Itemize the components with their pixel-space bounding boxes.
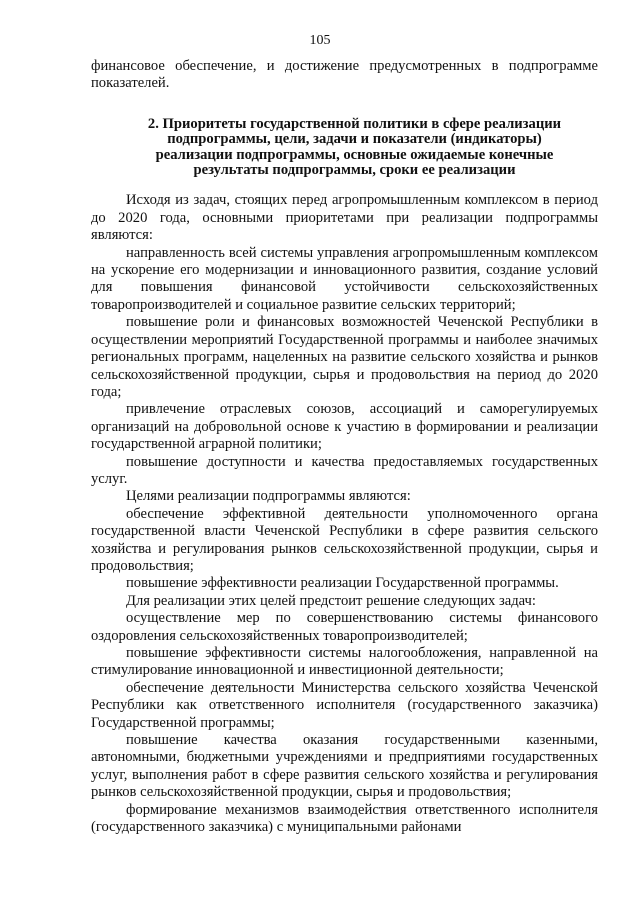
intro-paragraph: финансовое обеспечение, и достижение предусмотренных в подпрограмме показателей. xyxy=(91,58,598,92)
paragraph: осуществление мер по совершенствованию системы финансового оздоровления сельскохозяйственных товаропроизводителей; xyxy=(91,610,598,644)
paragraph: повышение качества оказания государственными казенными, автономными, бюджетными учреждениями и предприятиями государственных услуг, выполнения работ в сфере развития сельского хозяйства и регулирования рынков сельскохозяйственной продукции, сырья и продовольствия; xyxy=(91,732,598,801)
page-number: 105 xyxy=(309,33,331,48)
paragraph: Целями реализации подпрограммы являются: xyxy=(126,488,411,505)
paragraph: повышение эффективности реализации Государственной программы. xyxy=(126,575,559,592)
document-body xyxy=(91,58,598,836)
paragraph: привлечение отраслевых союзов, ассоциаций и саморегулируемых организаций на добровольной основе к участию в формировании и реализации государственной аграрной политики; xyxy=(91,401,598,453)
paragraph: направленность всей системы управления агропромышленным комплексом на ускорение его модернизации и инновационного развития, создание условий для повышения финансовой устойчивости сельскохозяйственных товаропроизводителей и социальное развитие сельских территорий; xyxy=(91,244,598,313)
section-heading-line: подпрограммы, цели, задачи и показатели (индикаторы) xyxy=(167,131,542,148)
paragraph: Исходя из задач, стоящих перед агропромышленным комплексом в период до 2020 года, основными приоритетами при реализации подпрограммы являются: xyxy=(91,192,598,244)
section-heading-line: результаты подпрограммы, сроки ее реализации xyxy=(193,162,516,179)
section-heading-line: реализации подпрограммы, основные ожидаемые конечные xyxy=(155,146,554,163)
paragraph: обеспечение деятельности Министерства сельского хозяйства Чеченской Республики как ответственного исполнителя (государственного заказчика) Государственной программы; xyxy=(91,679,598,731)
paragraph: формирование механизмов взаимодействия ответственного исполнителя (государственного заказчика) с муниципальными районами xyxy=(91,801,598,836)
paragraph: повышение эффективности системы налогообложения, направленной на стимулирование инновационной и инвестиционной деятельности; xyxy=(91,645,598,679)
paragraph: обеспечение эффективной деятельности уполномоченного органа государственной власти Чеченской Республики в сфере развития сельского хозяйства и регулирования рынков сельскохозяйственной продукции, сырья и продовольствия; xyxy=(91,505,598,574)
paragraph: Для реализации этих целей предстоит решение следующих задач: xyxy=(126,592,536,609)
paragraph: повышение роли и финансовых возможностей Чеченской Республики в осуществлении мероприятий Государственной программы и наиболее значимых региональных программ, нацеленных на развитие сельского хозяйства и рынков сельскохозяйственной продукции, сырья и продовольствия на период до 2020 года; xyxy=(91,314,598,400)
section-heading xyxy=(91,117,598,179)
section-heading-line: 2. Приоритеты государственной политики в сфере реализации xyxy=(147,115,562,132)
paragraph: повышение доступности и качества предоставляемых государственных услуг. xyxy=(91,453,598,487)
